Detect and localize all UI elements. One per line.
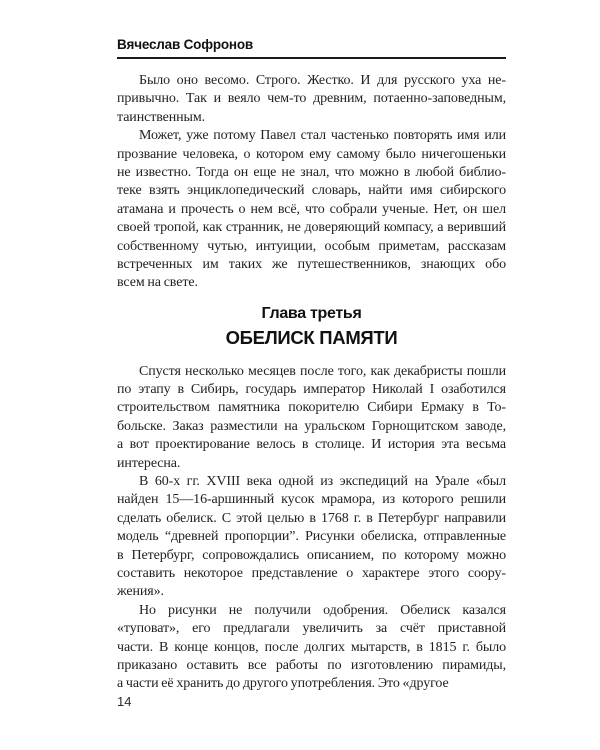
paragraph	[117, 363, 506, 473]
text-line: Было оно весомо. Строго. Жестко. И для русского уха не-	[139, 73, 506, 88]
paragraph	[117, 473, 506, 602]
text-line: в Петербург, сопровождались описанием, по которому можно	[117, 547, 506, 563]
text-line: Но рисунки не получили одобрения. Обелиск казался	[139, 602, 506, 618]
chapter-heading	[117, 302, 506, 350]
text-line: а вот проектирование велось в столице. И история эта весьма	[117, 437, 506, 453]
text-line: найден 15—16-аршинный кусок мрамора, из которого решили	[117, 492, 506, 508]
text-column	[117, 38, 506, 694]
text-line: атамана и прочесть о нем всё, что собрали ученые. Нет, он шел	[117, 201, 506, 217]
chapter-kicker: Глава третья	[261, 304, 362, 322]
paragraph	[117, 602, 506, 694]
text-line: не известно. Тогда он еще не знал, что можно в любой библио-	[117, 164, 506, 180]
text-line: модель “древней пропорции”. Рисунки обелиска, отправленные	[117, 529, 506, 545]
text-line: строительством памятника покорителю Сибири Ермаку в То-	[117, 400, 506, 416]
text-line: приказано оставить все работы по изготовлению пирамиды,	[117, 657, 506, 673]
page-number: 14	[117, 694, 132, 709]
text-line: а части её хранить до другого употребления. Это «другое	[117, 676, 449, 692]
text-line: В 60-х гг. XVIII века одной из экспедиций на Урале «был	[139, 474, 506, 490]
text-line: всем на свете.	[117, 275, 198, 291]
text-line: интересна.	[117, 455, 181, 471]
text-line: сделать обелиск. С этой целью в 1768 г. в Петербург направили	[117, 510, 506, 526]
text-line: Спустя несколько месяцев после того, как декабристы пошли	[139, 363, 506, 379]
paragraph	[117, 72, 506, 127]
text-line: встреченных им таких же путешественников, знающих обо	[117, 256, 506, 272]
text-line: собственному чутью, интуиции, особым приметам, рассказам	[117, 238, 506, 254]
text-line: таинственным.	[117, 109, 206, 125]
text-line: составить некоторое представление о характере этого соору-	[117, 565, 506, 581]
body-text-top	[117, 72, 506, 293]
text-line: «туповат», его предлагали увеличить за счёт приставной	[117, 621, 506, 637]
text-line: своей тропой, как странник, не доверяющий компасу, а веривший	[117, 220, 506, 236]
text-line: жения».	[117, 584, 164, 600]
text-line: привычно. Так и веяло чем-то древним, потаенно-заповедным,	[117, 91, 506, 107]
header-rule	[117, 57, 506, 59]
paragraph	[117, 127, 506, 293]
text-line: теке взять энциклопедический словарь, найти имя сибирского	[117, 183, 506, 199]
text-line: больске. Заказ разместили на уральском Горнощитском заводе,	[117, 418, 506, 434]
chapter-title: ОБЕЛИСК ПАМЯТИ	[225, 326, 398, 348]
running-header: Вячеслав Софронов	[117, 37, 254, 52]
text-line: Может, уже потому Павел стал частенько повторять имя или	[139, 128, 506, 144]
text-line: по этапу в Сибирь, государь император Николай I озаботился	[117, 382, 506, 398]
text-line: части. В конце концов, после долгих мытарств, в 1815 г. было	[117, 639, 506, 655]
body-text-bottom	[117, 363, 506, 694]
text-line: прозвание человека, о котором ему самому было ничегошеньки	[117, 146, 506, 162]
